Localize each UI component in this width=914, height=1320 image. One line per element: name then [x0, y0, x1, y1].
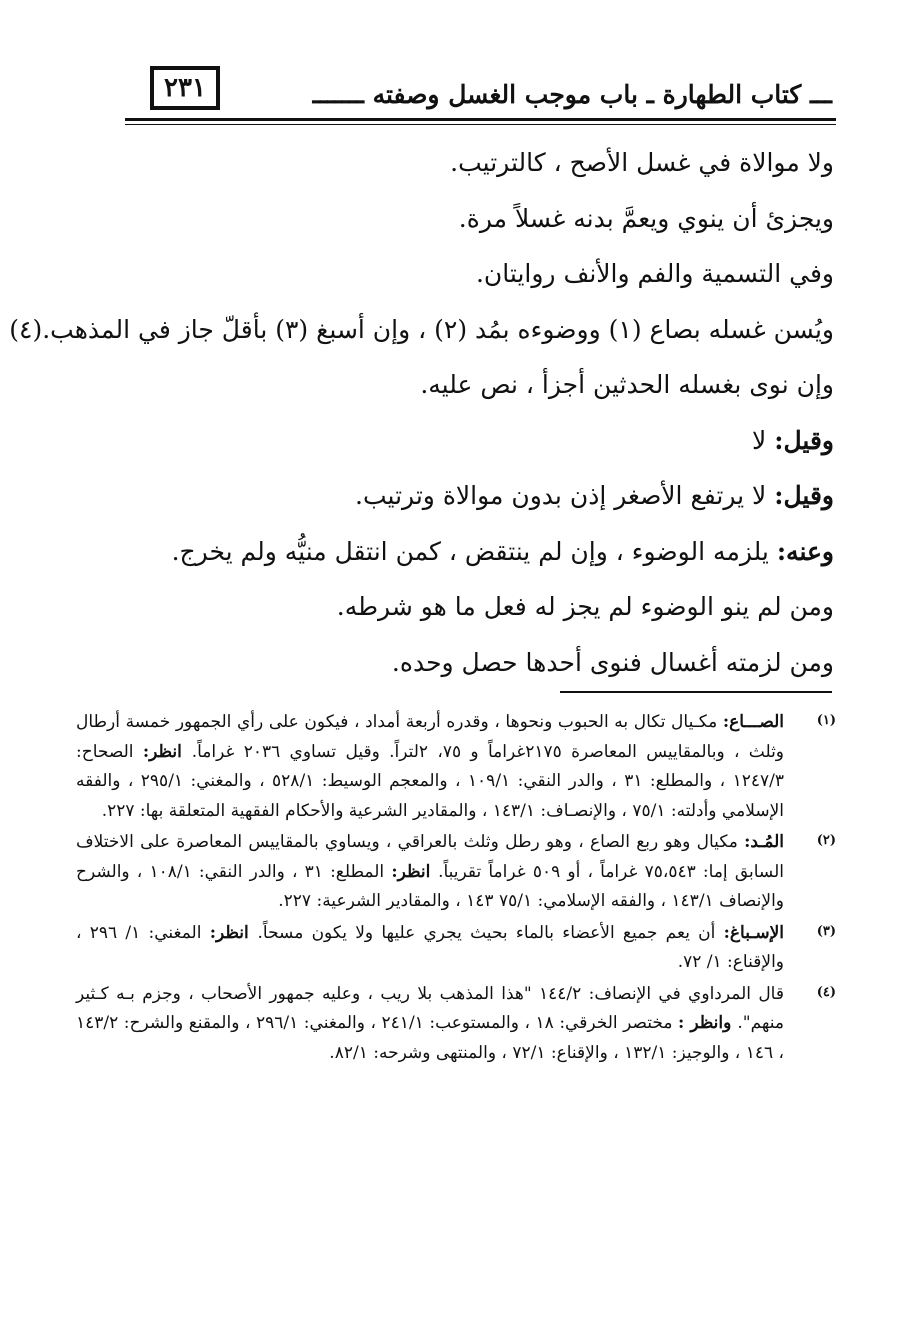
footnote-number: (١): [816, 713, 836, 728]
footnote-refs: الصحاح: ١٢٤٧/٣ ، والمطلع: ٣١ ، والدر النقي: ١٠٩/١ ، والمعجم الوسيط: ٥٢٨/١ ، والمغني: ٢٩٥/١ ، والفقه الإسلامي وأدلته: ٧٥/١ ، والإنصـاف: ١٤٣/١ ، والمقادير الشرعية والأحكام الفقهية المتعلقة بها: ٢٢٧.: [76, 741, 784, 821]
footnote-text: قال المرداوي في الإنصاف: ١٤٤/٢ "هذا المذهب بلا ريب ، وعليه جمهور الأصحاب ، وجزم بـه كـثير منهم".: [76, 983, 784, 1033]
text-line: [94, 357, 834, 413]
text-line: [94, 579, 834, 635]
page-number: ٢٣١: [150, 66, 220, 110]
footnote-term: الإسـباغ:: [723, 922, 784, 943]
footnote-ref-label: انظر:: [142, 741, 192, 762]
footnote-ref-label: انظر:: [391, 861, 439, 882]
line-text: وإن نوى بغسله الحدثين أجزأ ، نص عليه.: [420, 370, 834, 399]
main-text: [9, 135, 834, 690]
footnotes: [76, 708, 836, 1070]
line-text: لا يرتفع الأصغر إذن بدون موالاة وترتيب.: [355, 481, 775, 510]
text-line: [94, 191, 834, 247]
footnote-text: مكـيال تكال به الحبوب ونحوها ، وقدره أربعة أمداد ، فيكون على رأي الجمهور خمسة أرطال وثلث ، وبالمقاييس المعاصرة ٢١٧٥غراماً و ٧٥، ٢لتراً. وقيل تساوي ٢٠٣٦ غراماً.: [76, 712, 785, 762]
footnote-2: [76, 828, 836, 917]
footnote-separator: [560, 691, 832, 693]
footnote-term: الصـــاع:: [722, 712, 784, 732]
text-line: [94, 468, 834, 524]
footnote-number: (٢): [816, 833, 836, 848]
footnote-number: (٤): [816, 984, 836, 1000]
line-text: ويجزئ أن ينوي ويعمَّ بدنه غسلاً مرة.: [458, 203, 834, 233]
text-line: [94, 135, 834, 191]
footnote-4: [76, 980, 836, 1069]
header-rule: [125, 118, 836, 121]
line-text: ويُسن غسله بصاع (١) ووضوءه بمُد (٢) ، وإن أسبغ (٣) بأقلّ جاز في المذهب.(٤): [9, 314, 834, 344]
line-text: لا: [752, 425, 775, 455]
line-label: وقيل:: [774, 425, 834, 455]
text-line: [94, 635, 834, 691]
line-text: ومن لم ينو الوضوء لم يجز له فعل ما هو شرطه.: [336, 592, 834, 621]
footnote-ref-label: انظر:: [209, 922, 258, 943]
line-text: ولا موالاة في غسل الأصح ، كالترتيب.: [450, 148, 834, 177]
header-rule-thin: [125, 124, 836, 125]
footnote-refs: المطلع: ٣١ ، والدر النقي: ١٠٨/١ ، والشرح والإنصاف ١٤٣/١ ، والفقه الإسلامي: ٧٥/١ ١٤٣ ، والمقادير الشرعية: ٢٢٧.: [76, 861, 784, 911]
footnote-refs: مختصر الخرقي: ١٨ ، والمستوعب: ٢٤١/١ ، والمغني: ٢٩٦/١ ، والمقنع والشرح: ١٤٣/٢ ، ١٤٦ ، والوجيز: ١٣٢/١ ، والإقناع: ٧٢/١ ، والمنتهى وشرحه: ٨٢/١.: [76, 1013, 784, 1063]
line-text: ومن لزمته أغسال فنوى أحدها حصل وحده.: [391, 647, 834, 677]
text-line: [94, 524, 834, 580]
line-label: وعنه:: [776, 536, 834, 566]
footnote-refs: المغني: ١/ ٢٩٦ ، والإقناع: ١/ ٧٢.: [76, 922, 784, 972]
footnote-1: [76, 708, 836, 826]
text-line: [9, 302, 834, 358]
footnote-text: أن يعم جميع الأعضاء بالماء بحيث يجري عليها ولا يكون مسحاً.: [257, 922, 724, 943]
line-text: يلزمه الوضوء ، وإن لم ينتقض ، كمن انتقل منيُّه ولم يخرج.: [171, 536, 777, 566]
footnote-3: [76, 919, 836, 978]
running-header-title: ـــ كتاب الطهارة ـ باب موجب الغسل وصفته ـــــــ: [312, 80, 832, 109]
footnote-ref-label: وانظر :: [678, 1013, 738, 1033]
footnote-term: المُـد:: [744, 832, 784, 852]
footnote-text: مكيال وهو ربع الصاع ، وهو رطل وثلث بالعراقي ، ويساوي بالمقاييس المعاصرة على الاختلاف السابق إما: ٧٥،٥٤٣ غراماً ، أو ٥٠٩ غراماً تقريباً.: [76, 832, 784, 882]
text-line: [94, 246, 834, 302]
footnote-number: (٣): [816, 923, 836, 939]
line-text: وفي التسمية والفم والأنف روايتان.: [475, 259, 834, 288]
text-line: [94, 413, 834, 469]
line-label: وقيل:: [774, 481, 834, 510]
